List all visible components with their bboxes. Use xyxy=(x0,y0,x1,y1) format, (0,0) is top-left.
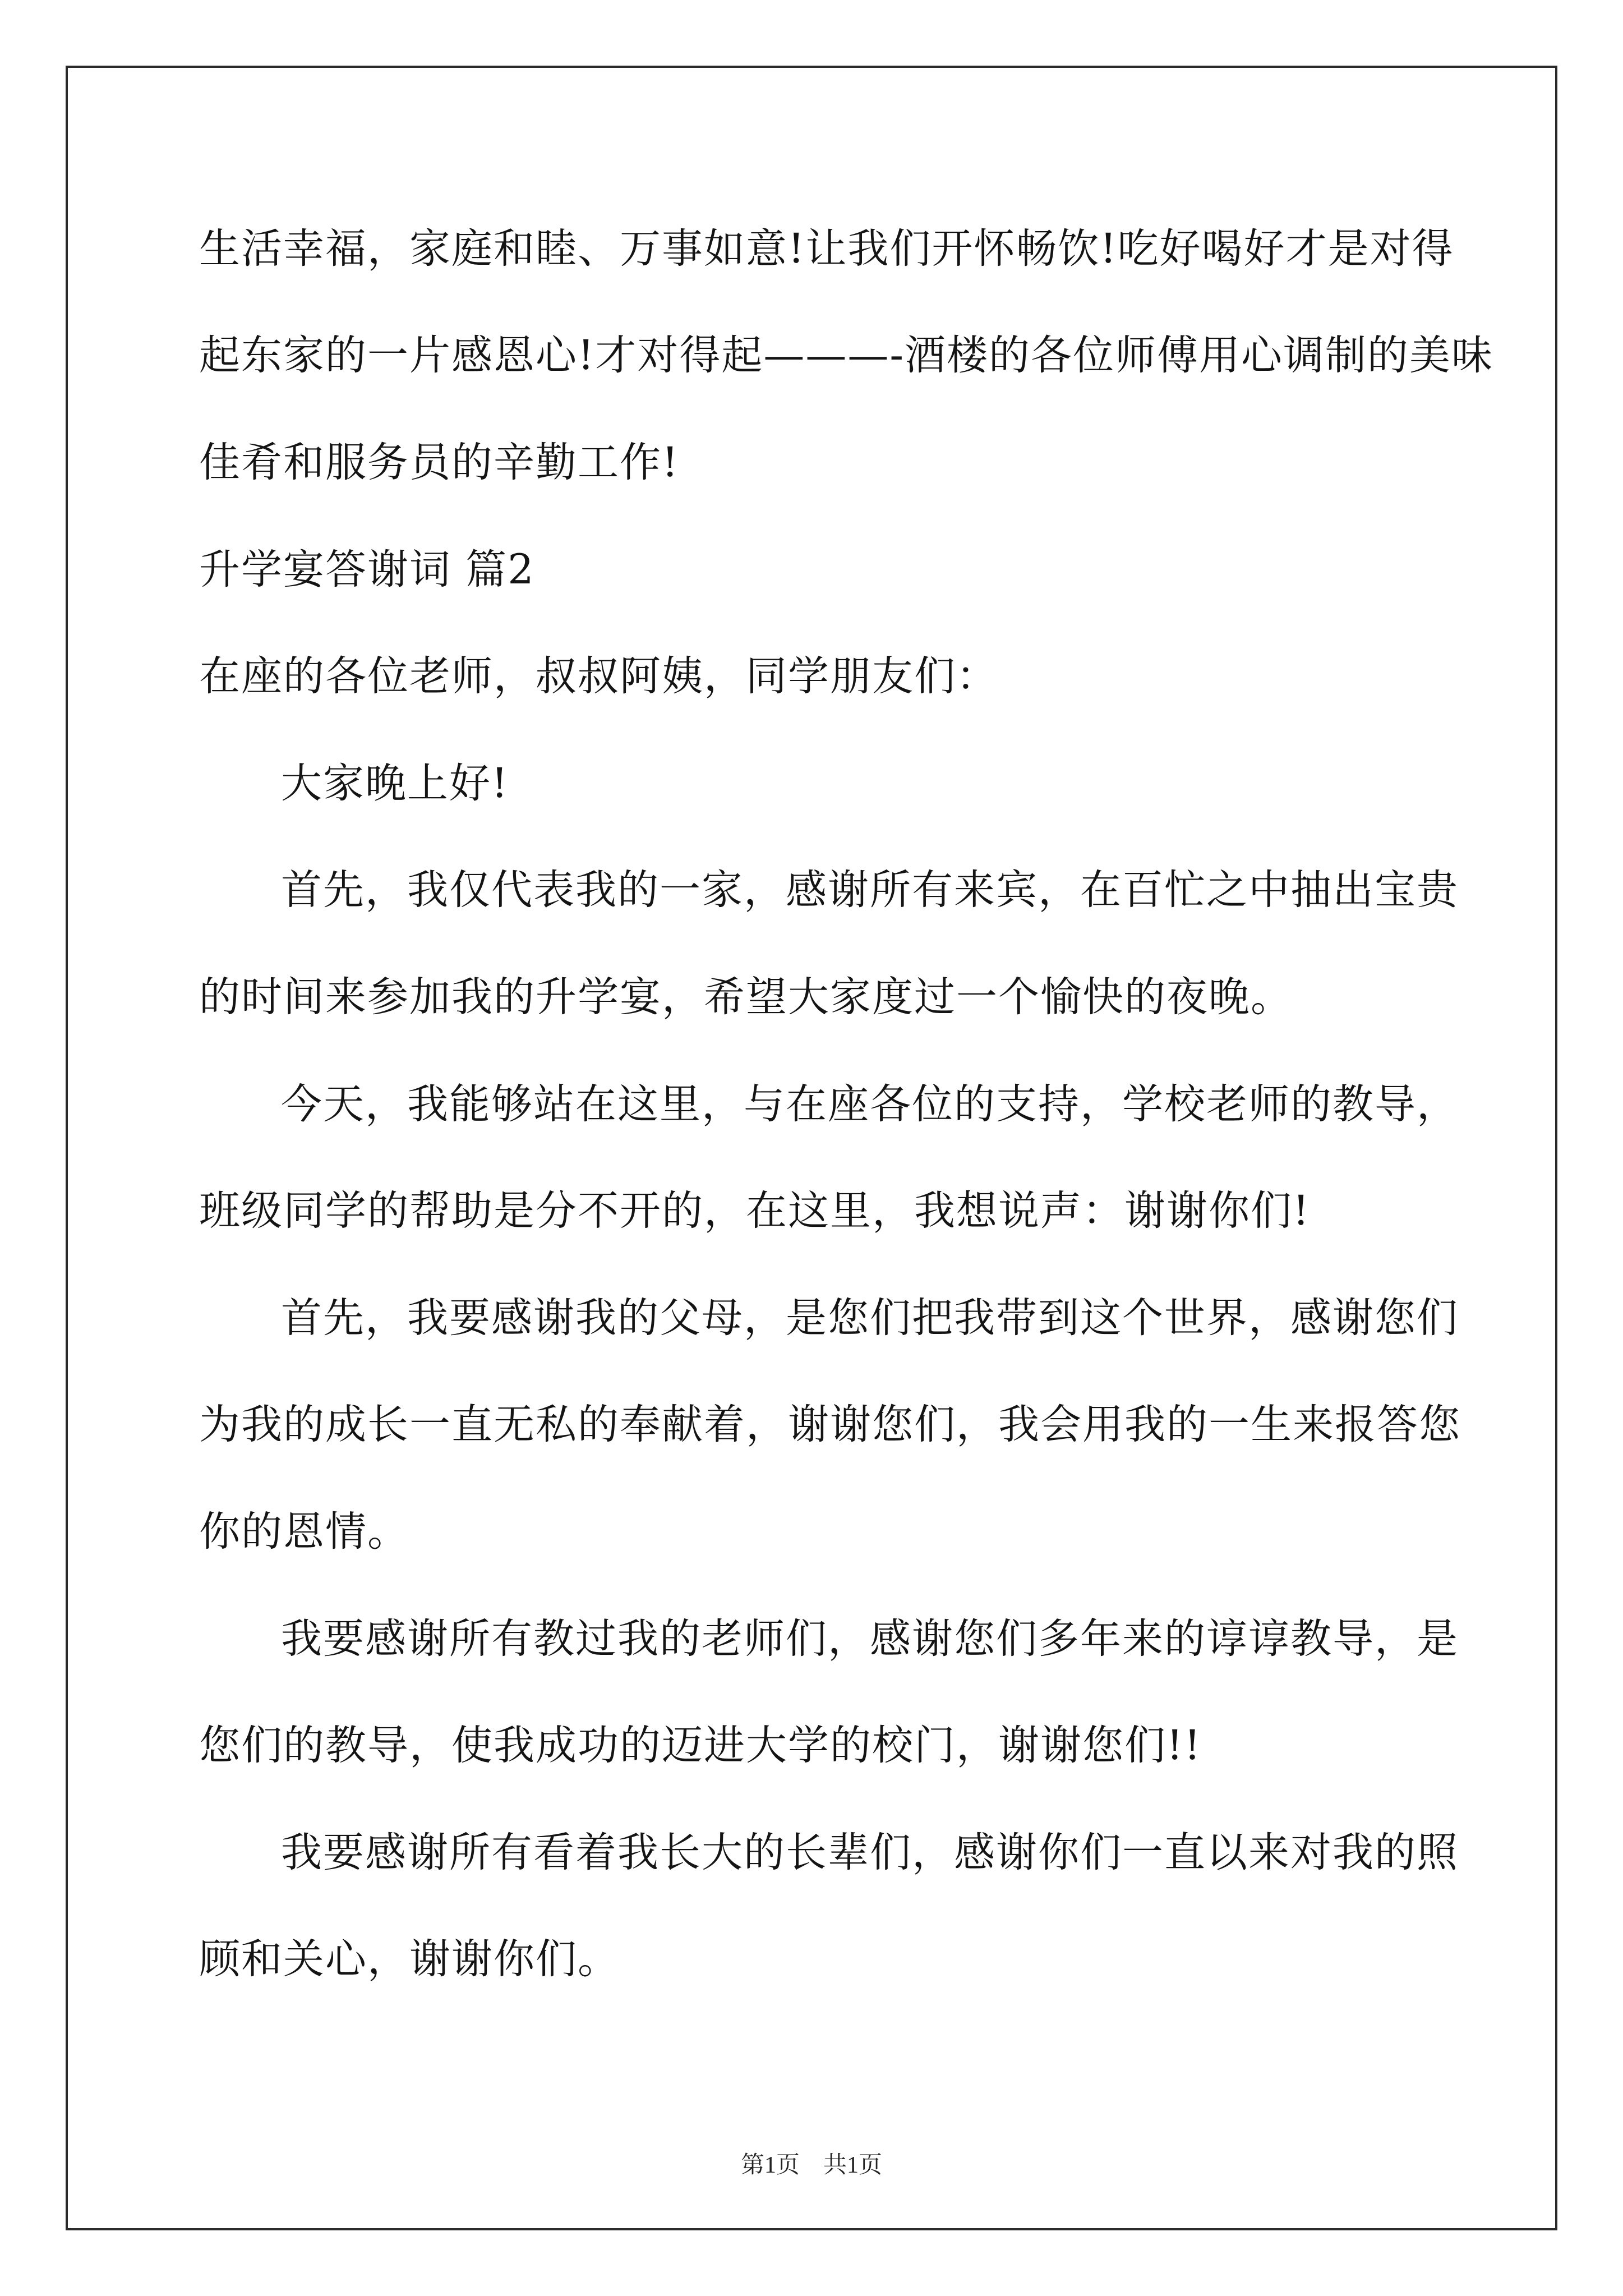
paragraph-line: 我要感谢所有看着我长大的长辈们，感谢你们一直以来对我的照 xyxy=(281,1829,1459,1876)
paragraph-line: 我要感谢所有教过我的老师们，感谢您们多年来的谆谆教导，是 xyxy=(281,1615,1459,1663)
paragraph-line: 的时间来参加我的升学宴，希望大家度过一个愉快的夜晚。 xyxy=(199,973,1293,1021)
paragraph-line: 首先，我要感谢我的父母，是您们把我带到这个世界，感谢您们 xyxy=(281,1294,1459,1342)
section-heading: 升学宴答谢词 篇2 xyxy=(199,546,535,593)
paragraph-line: 生活幸福，家庭和睦、万事如意!让我们开怀畅饮!吃好喝好才是对得 xyxy=(199,225,1454,273)
greeting: 大家晚上好! xyxy=(281,760,509,807)
paragraph-line: 佳肴和服务员的辛勤工作! xyxy=(199,439,680,486)
salutation: 在座的各位老师，叔叔阿姨，同学朋友们： xyxy=(199,652,998,700)
paragraph-line: 顾和关心，谢谢你们。 xyxy=(199,1935,620,1983)
paragraph-line: 今天，我能够站在这里，与在座各位的支持，学校老师的教导， xyxy=(281,1080,1459,1128)
paragraph-line: 你的恩情。 xyxy=(199,1508,409,1556)
paragraph-line: 为我的成长一直无私的奉献着，谢谢您们，我会用我的一生来报答您 xyxy=(199,1401,1461,1448)
paragraph-line: 首先，我仅代表我的一家，感谢所有来宾，在百忙之中抽出宝贵 xyxy=(281,866,1459,914)
paragraph-line: 班级同学的帮助是分不开的，在这里，我想说声：谢谢你们! xyxy=(199,1187,1311,1235)
paragraph-line: 您们的教导，使我成功的迈进大学的校门，谢谢您们!! xyxy=(199,1722,1202,1769)
paragraph-line: 起东家的一片感恩心!才对得起———-酒楼的各位师傅用心调制的美味 xyxy=(199,332,1494,379)
page-number-footer: 第1页 共1页 xyxy=(740,2152,882,2178)
page-border xyxy=(66,66,1557,2230)
